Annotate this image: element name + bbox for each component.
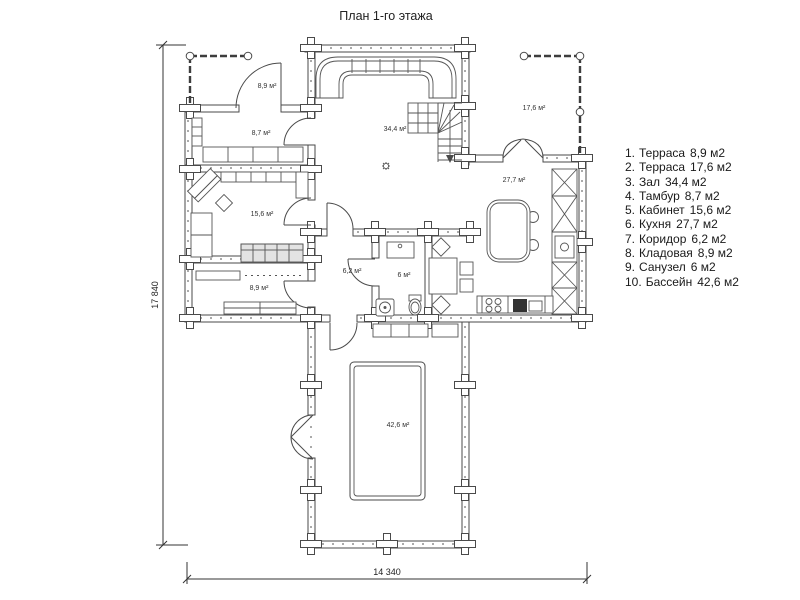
room-label-hall: 34,4 м² bbox=[383, 126, 407, 133]
door-tambour bbox=[284, 118, 311, 145]
pool-basin bbox=[350, 362, 425, 500]
kitchen-furniture bbox=[429, 169, 577, 314]
room-legend bbox=[625, 146, 739, 289]
kitchen-counter bbox=[477, 296, 553, 313]
desk-chair bbox=[216, 195, 233, 212]
legend-item: 10. Бассейн 42,6 м2 bbox=[625, 274, 739, 289]
room-label-terrace2: 17,6 м² bbox=[522, 105, 546, 112]
legend-item: 2. Терраса 17,6 м2 bbox=[625, 160, 732, 175]
cabinet-furniture bbox=[188, 169, 308, 262]
page-title: План 1-го этажа bbox=[339, 9, 433, 23]
pool-room bbox=[350, 324, 458, 500]
kitchen-sink bbox=[513, 299, 527, 312]
legend-item: 9. Санузел 6 м2 bbox=[625, 260, 716, 275]
room-label-storage: 8,9 м² bbox=[249, 285, 269, 292]
room-label-tambour: 8,7 м² bbox=[251, 130, 271, 137]
door-terrace2-double bbox=[503, 139, 543, 158]
room-label-corridor: 6,2 м² bbox=[342, 268, 362, 275]
toilet bbox=[409, 295, 421, 315]
dimension-bottom bbox=[183, 562, 591, 584]
dimension-left bbox=[150, 41, 188, 549]
legend-item: 7. Коридор 6,2 м2 bbox=[625, 231, 727, 246]
legend-item: 1. Терраса 8,9 м2 bbox=[625, 146, 725, 160]
legend-item: 3. Зал 34,4 м2 bbox=[625, 174, 707, 189]
legend-item: 5. Кабинет 15,6 м2 bbox=[625, 203, 732, 218]
door-cabinet bbox=[284, 198, 311, 225]
kitchen-table bbox=[429, 258, 457, 294]
legend-item: 8. Кладовая 8,9 м2 bbox=[625, 246, 733, 261]
dining-table bbox=[487, 200, 530, 262]
door-corridor bbox=[327, 203, 353, 229]
room-label-cabinet: 15,6 м² bbox=[250, 211, 274, 218]
hall-flower-symbol bbox=[382, 162, 390, 170]
legend-item: 4. Тамбур 8,7 м2 bbox=[625, 188, 720, 203]
door-pool-exterior bbox=[291, 415, 313, 459]
cabinet-sofa bbox=[241, 244, 303, 262]
dimension-left-value: 17 840 bbox=[150, 281, 160, 309]
dimension-bottom-value: 14 340 bbox=[373, 567, 401, 577]
legend-item: 6. Кухня 27,7 м2 bbox=[625, 217, 718, 232]
room-label-kitchen: 27,7 м² bbox=[502, 177, 526, 184]
bathroom-fixtures bbox=[376, 242, 421, 316]
terrace1-railing bbox=[186, 52, 252, 105]
door-pool-inner bbox=[330, 323, 357, 350]
staircase bbox=[408, 103, 462, 163]
terrace2-railing bbox=[520, 52, 584, 155]
hall-sofa bbox=[316, 57, 456, 98]
room-label-pool: 42,6 м² bbox=[386, 422, 410, 429]
kitchen-cabinets bbox=[552, 169, 577, 314]
room-label-bathroom: 6 м² bbox=[397, 272, 411, 279]
tambour-bench bbox=[192, 118, 303, 162]
room-label-terrace1: 8,9 м² bbox=[257, 83, 277, 90]
